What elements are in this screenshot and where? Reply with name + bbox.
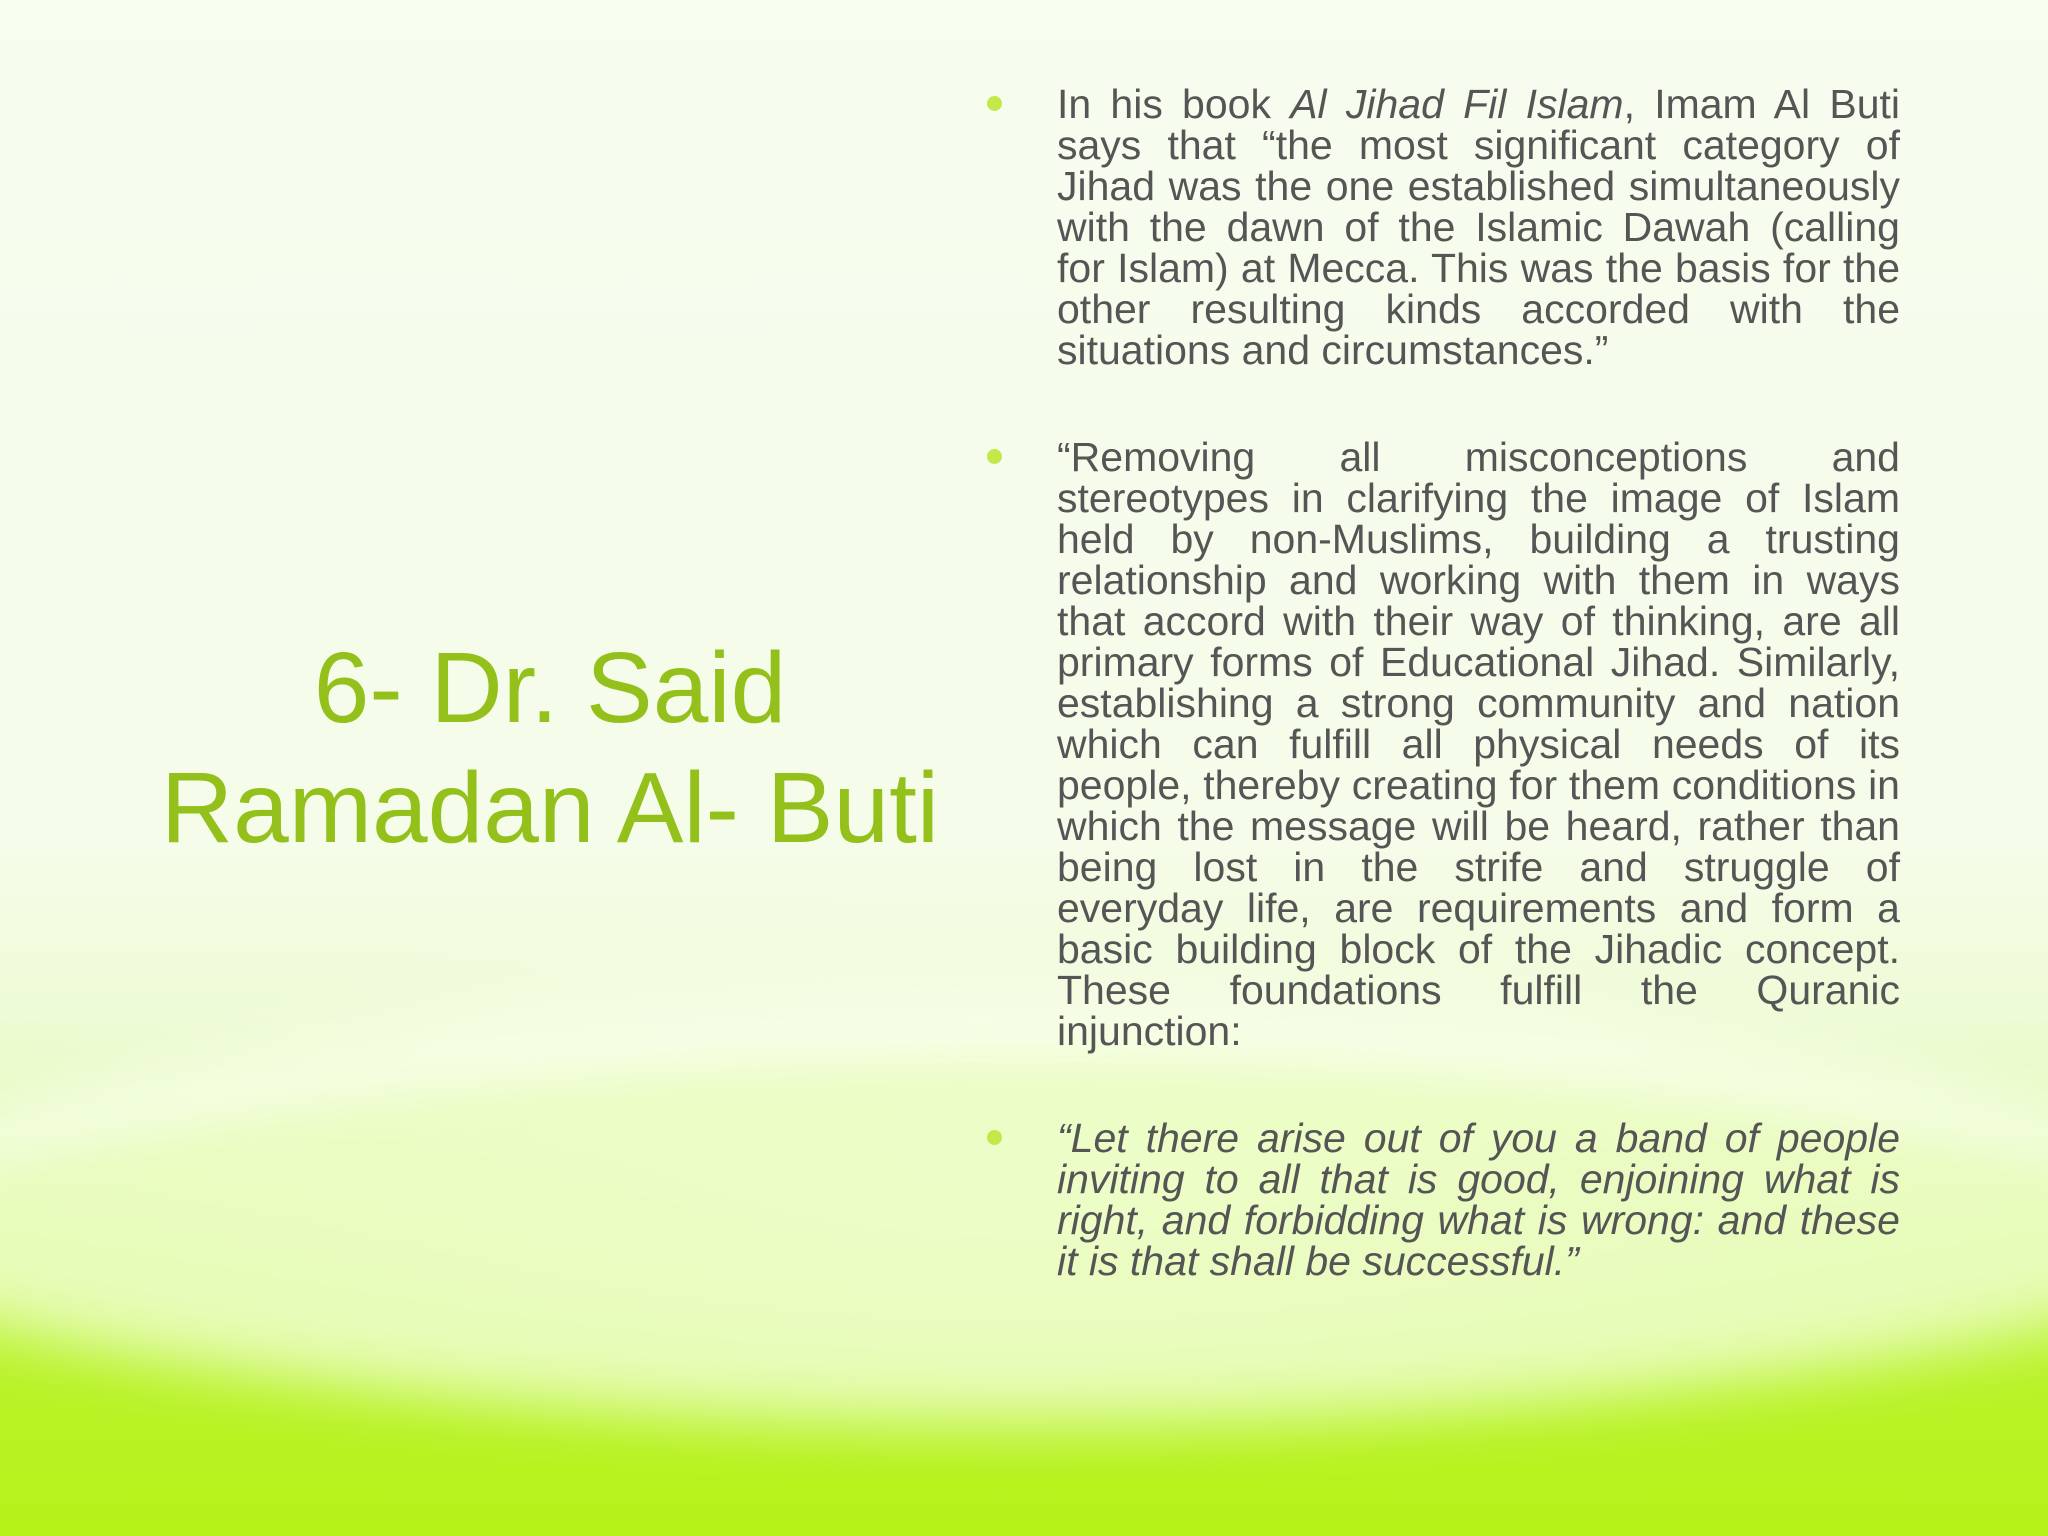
bullet-dot-icon — [987, 449, 1002, 464]
bullet-3-text: “Let there arise out of you a band of people inviting to all that is good, enjoining what is right, and forbidding what is wrong: and these it is that shall be successful.” — [1057, 1115, 1900, 1284]
bullet-dot-icon — [987, 96, 1002, 111]
bullet-item-1 — [980, 81, 1900, 373]
bullet-item-2 — [980, 434, 1900, 1054]
slide-title-line-2: Ramadan Al- Buti — [160, 752, 940, 864]
bullet-dot-icon — [987, 1130, 1002, 1145]
bullet-1-book-title: Al Jihad Fil Islam — [1290, 81, 1624, 127]
bullet-2-text: “Removing all misconceptions and stereotypes in clarifying the image of Islam held by non-Muslims, building a trusting relationship and working with them in ways that accord with their way of thinking, are all primary forms of Educational Jihad. Similarly, establishing a strong community and nation which can fulfill all physical needs of its people, thereby creating for them conditions in which the message will be heard, rather than being lost in the strife and struggle of everyday life, are requirements and form a basic building block of the Jihadic concept. These foundations fulfill the Quranic injunction: — [1057, 434, 1900, 1054]
bullet-1-pre: In his book — [1057, 81, 1291, 127]
bullet-1-post: , Imam Al Buti says that “the most significant category of Jihad was the one established simultaneously with the dawn of the Islamic Dawah (calling for Islam) at Mecca. This was the basis for the other resulting kinds accorded with the situations and circumstances.” — [1057, 81, 1900, 373]
slide-title — [110, 628, 990, 868]
bullet-list — [980, 81, 1900, 1284]
slide-title-line-1: 6- Dr. Said — [313, 632, 787, 744]
bullet-item-3-quote — [980, 1115, 1900, 1284]
